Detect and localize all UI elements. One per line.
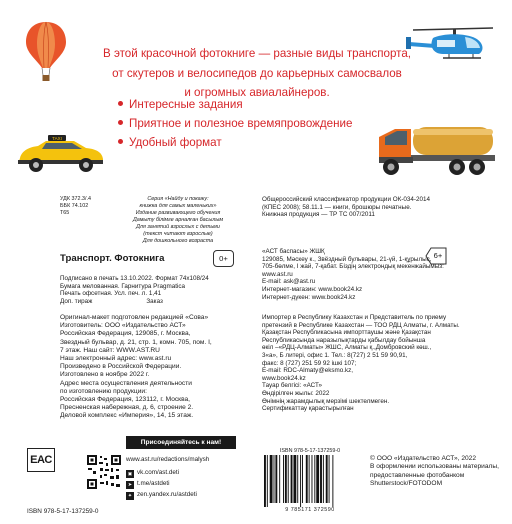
importer-line: Сертификаттау қарастырылған [262, 405, 354, 413]
details-line: Российская Федерация, 123112, г. Москва, [60, 396, 190, 404]
barcode-bar [264, 455, 266, 507]
bullet-dot-icon [118, 101, 123, 106]
barcode-bar [302, 455, 303, 503]
join-us-banner: Присоединяйтесь к нам! [126, 436, 236, 449]
details-line: 7 этаж. Наш сайт: WWW.AST.RU [60, 346, 160, 354]
importer-line: Қазақстан Республикасына импорттаушы және Қазақстан [262, 329, 431, 337]
code-line: УДК 372.3/.4 [60, 196, 91, 202]
copyright-line: предоставленные фотобанком [370, 471, 465, 479]
intro-line: и огромных авиалайнеров. [184, 86, 330, 99]
link-vk[interactable] [126, 467, 246, 478]
imprint-line: Печать офсетная. Усл. печ. л. 1,41 [60, 290, 162, 298]
cover-top-section [0, 0, 512, 190]
importer-line: Өндірілген жылы: 2022 [262, 389, 330, 397]
barcode-bar [285, 455, 287, 503]
series-line: Издание развивающего обучения [135, 210, 221, 216]
okp-line: Общероссийский классификатор продукции ОК-034-2014 [262, 196, 430, 203]
details-line: Изготовитель: ООО «Издательство АСТ» [60, 322, 186, 330]
importer-line: E-mail: RDC-Almaty@eksmo.kz, [262, 367, 354, 375]
kz-publisher-info [262, 248, 462, 301]
imprint-line: Бумага мелованная. Гарнитура Pragmatica [60, 282, 186, 290]
barcode-bar [329, 455, 330, 503]
bullet-text: Интересные задания [129, 98, 243, 111]
importer-line: претензий в Республике Казахстан — ТОО РДЦ Алматы, г. Алматы. [262, 321, 460, 329]
okp-line: (КПЕС 2008); 58.11.1 — книги, брошюры печатные. [262, 203, 412, 211]
details-line: Произведено в Российской Федерации. [60, 363, 182, 371]
intro-line: от скутеров и велосипедов до карьерных самосвалов [112, 66, 402, 80]
social-links [126, 454, 246, 500]
age-badge-text: 6+ [433, 251, 443, 260]
isbn-text: ISBN 978-5-17-137259-0 [27, 508, 99, 515]
book-title: Транспорт. Фотокнига [60, 253, 165, 264]
copyright-line: © ООО «Издательство АСТ», 2022 [370, 455, 477, 462]
details-line: Оригинал-макет подготовлен редакцией «Сова» [60, 314, 209, 321]
details-line: Изготовлено в ноябре 2022 г. [60, 371, 150, 379]
kz-line: Интернет-магазин: www.book24.kz [262, 285, 363, 293]
importer-line: Тауар белгісі: «АСТ» [262, 382, 323, 390]
details-line: Адрес места осуществления деятельности [60, 379, 192, 387]
zen-icon: ✦ [127, 493, 133, 499]
importer-line: факс: 8 (727) 251 59 92 ішкі 107; [262, 359, 357, 367]
okp-classifier [262, 196, 430, 219]
series-line: Для занятий взрослых с детьми [136, 224, 220, 230]
imprint-line: Подписано в печать 13.10.2022. Формат 74x108/24 [60, 275, 209, 282]
tirazh-text: Доп. тираж [60, 297, 93, 305]
imprint-line [60, 298, 250, 306]
importer-line: Өнімнің жарамдылық мерзімі шектелмеген. [262, 397, 390, 405]
barcode-bar [306, 455, 308, 503]
copyright-block [370, 455, 499, 489]
barcode-bar [320, 455, 322, 503]
barcode-bar [293, 455, 296, 503]
details-line: Звездный бульвар, д. 21, стр. 1, комн. 705, пом. I, [60, 338, 212, 346]
link-telegram[interactable] [126, 478, 246, 489]
barcode-bar [314, 455, 315, 503]
order-text: Заказ [146, 297, 163, 305]
series-line: Дамыту бiлiмге арналған басылым [132, 217, 224, 223]
eac-mark: EAC [27, 448, 55, 472]
feature-bullet [118, 98, 243, 112]
details-line: Деловой комплекс «Империя», 14, 15 этаж. [60, 412, 194, 420]
qr-code-icon [86, 454, 122, 490]
barcode-block [262, 448, 358, 518]
barcode-bar [283, 455, 284, 503]
barcode-bar [309, 455, 310, 503]
importer-line: 3«а», Б литері, офис 1. Тел.: 8(727) 2 51 59 90,91, [262, 351, 408, 359]
bullet-text: Приятное и полезное времяпровождение [129, 117, 353, 130]
kz-line: 129085, Мәскеу к., Звёздный бульвары, 21-үй, 1-құрылыс, [262, 255, 432, 263]
bullet-dot-icon [118, 139, 123, 144]
kz-line: Интернет-дүкен: www.book24.kz [262, 293, 356, 301]
importer-line: www.book24.kz [262, 374, 306, 382]
barcode-bar [300, 455, 301, 507]
intro-line: В этой красочной фотокниге — разные виды транспорта, [103, 47, 411, 60]
barcode-bar [316, 455, 319, 503]
barcode-bar [267, 455, 268, 507]
link-site[interactable] [126, 454, 246, 465]
link-zen[interactable] [126, 489, 246, 500]
details-line: по изготовлению продукции: [60, 387, 147, 395]
udk-bbk-codes [60, 196, 91, 217]
taxi-sign-text: TAXI [52, 135, 62, 141]
bullet-text: Удобный формат [129, 136, 222, 149]
barcode-bar [275, 455, 277, 503]
telegram-icon: ➤ [127, 482, 133, 488]
hot-air-balloon-icon [23, 20, 69, 84]
kz-line: www.ast.ru [262, 270, 293, 278]
barcode-bar [291, 455, 293, 503]
imprint-block [60, 275, 250, 305]
barcode-bar [323, 455, 324, 503]
series-line: (текст читают взрослые) [143, 231, 213, 237]
series-line: Для дошкольного возраста [142, 238, 214, 244]
series-line: книжка для самых маленьких» [139, 203, 217, 209]
barcode-bar [274, 455, 275, 503]
kz-line: «АСТ баспасы» ЖШҚ [262, 248, 325, 255]
bullet-dot-icon [118, 120, 123, 125]
taxi-car-icon [12, 132, 108, 176]
feature-bullet [118, 136, 222, 150]
copyright-line: В оформлении использованы материалы, [370, 463, 499, 471]
series-info [108, 196, 248, 245]
link-vk-text: vk.com/ast.deti [137, 469, 179, 476]
barcode-bar [288, 455, 289, 503]
barcode-bar [270, 455, 273, 503]
series-line: Серия «Найду и покажу: [147, 196, 209, 202]
importer-info [262, 314, 502, 413]
kz-line: E-mail: ask@ast.ru [262, 278, 316, 286]
vk-icon: ▣ [127, 471, 133, 476]
importer-line: Импортер в Республику Казахстан и Представитель по приему [262, 314, 447, 321]
copyright-line: Shutterstock/FOTODOM [370, 480, 443, 488]
feature-bullet [118, 117, 352, 131]
barcode-bar [326, 455, 328, 503]
barcode-bar [332, 455, 333, 507]
barcode-bar [312, 455, 313, 503]
okp-line: Книжная продукция — ТР ТС 007/2011 [262, 211, 375, 219]
importer-line: Республикасында наразылықтарды қабылдау бойынша [262, 336, 426, 344]
details-line: Пресненская набережная, д. 6, строение 2. [60, 404, 194, 412]
importer-line: өкіл –«РДЦ-Алматы» ЖШС, Алматы қ.,Домбровский көш., [262, 344, 432, 352]
code-line: ББК 74.102 [60, 203, 89, 209]
details-line: Российская Федерация, 129085, г. Москва, [60, 330, 191, 338]
link-telegram-text: t.me/astdeti [137, 480, 170, 487]
barcode-icon [262, 455, 358, 507]
barcode-bar [279, 455, 280, 503]
intro-paragraph [82, 44, 432, 103]
details-line: Наш электронный адрес: www.ast.ru [60, 355, 172, 363]
link-site-text: www.ast.ru/redactions/malysh [126, 456, 210, 463]
barcode-digits: 9 785171 372590 [285, 507, 335, 513]
kz-line: 705-бөлме, I жай, 7-қабат. Біздің электрондық мекенжайымыз: [262, 263, 444, 271]
manufacturer-details [60, 314, 258, 421]
age-rating-badge: 0+ [213, 250, 234, 267]
code-line: Т65 [60, 210, 70, 216]
link-zen-text: zen.yandex.ru/astdeti [137, 491, 197, 498]
tanker-truck-icon [375, 117, 497, 181]
barcode-bar [297, 455, 298, 503]
barcode-isbn: ISBN 978-5-17-137259-0 [279, 448, 341, 454]
